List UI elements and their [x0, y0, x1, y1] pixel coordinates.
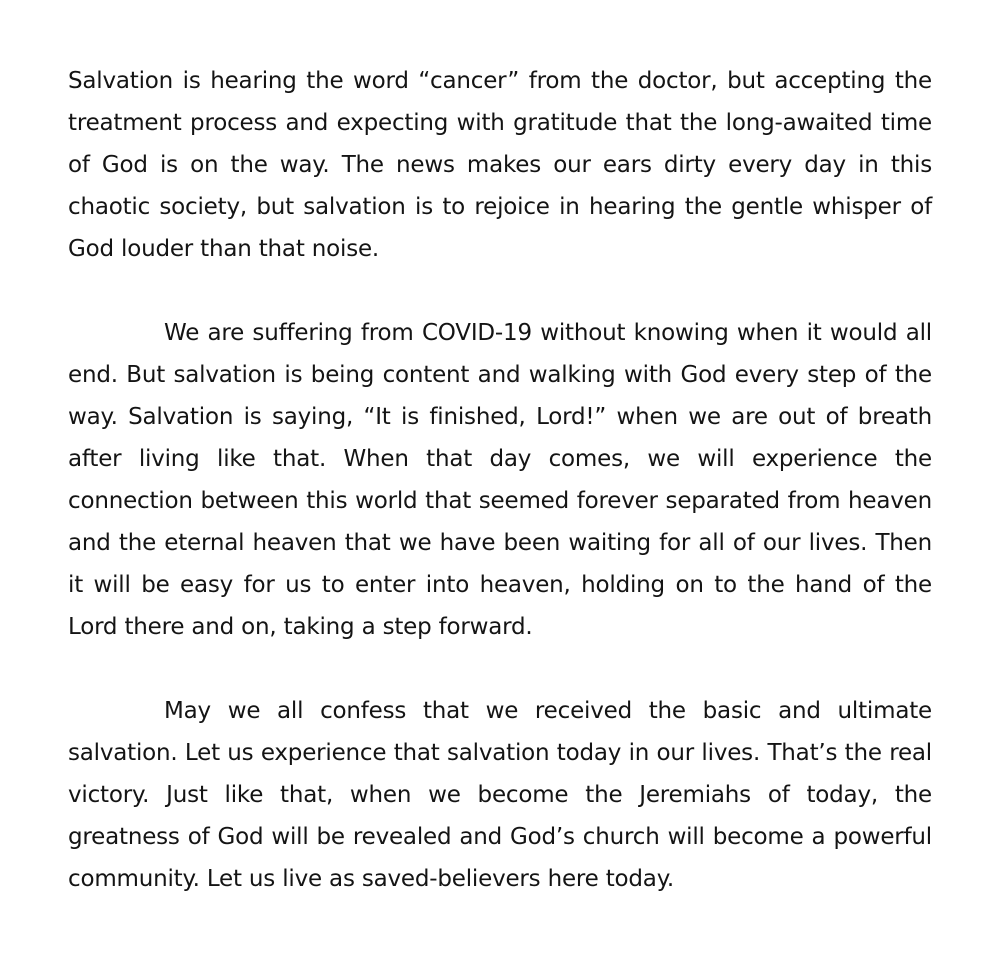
paragraph-salvation-cancer: Salvation is hearing the word “cancer” from the doctor, but accepting the treatment process and expecting with gratitude that the long-awaited time of God is on the way. The news makes our ears dirty every day in this chaotic society, but salvation is to rejoice in hearing the gentle whisper of God louder than that noise. — [68, 68, 932, 262]
paragraph-confession: May we all confess that we received the basic and ultimate salvation. Let us experience that salvation today in our lives. That’s the real victory. Just like that, when we become the Jeremiahs of today, the greatness of God will be revealed and God’s church will become a powerful community. Let us live as saved-believers here today. — [68, 698, 932, 892]
paragraph-covid-19: We are suffering from COVID-19 without knowing when it would all end. But salvation is being content and walking with God every step of the way. Salvation is saying, “It is finished, Lord!” when we are out of breath after living like that. When that day comes, we will experience the connection between this world that seemed forever separated from heaven and the eternal heaven that we have been waiting for all of our lives. Then it will be easy for us to enter into heaven, holding on to the hand of the Lord there and on, taking a step forward. — [68, 320, 932, 640]
document-body — [68, 60, 932, 900]
